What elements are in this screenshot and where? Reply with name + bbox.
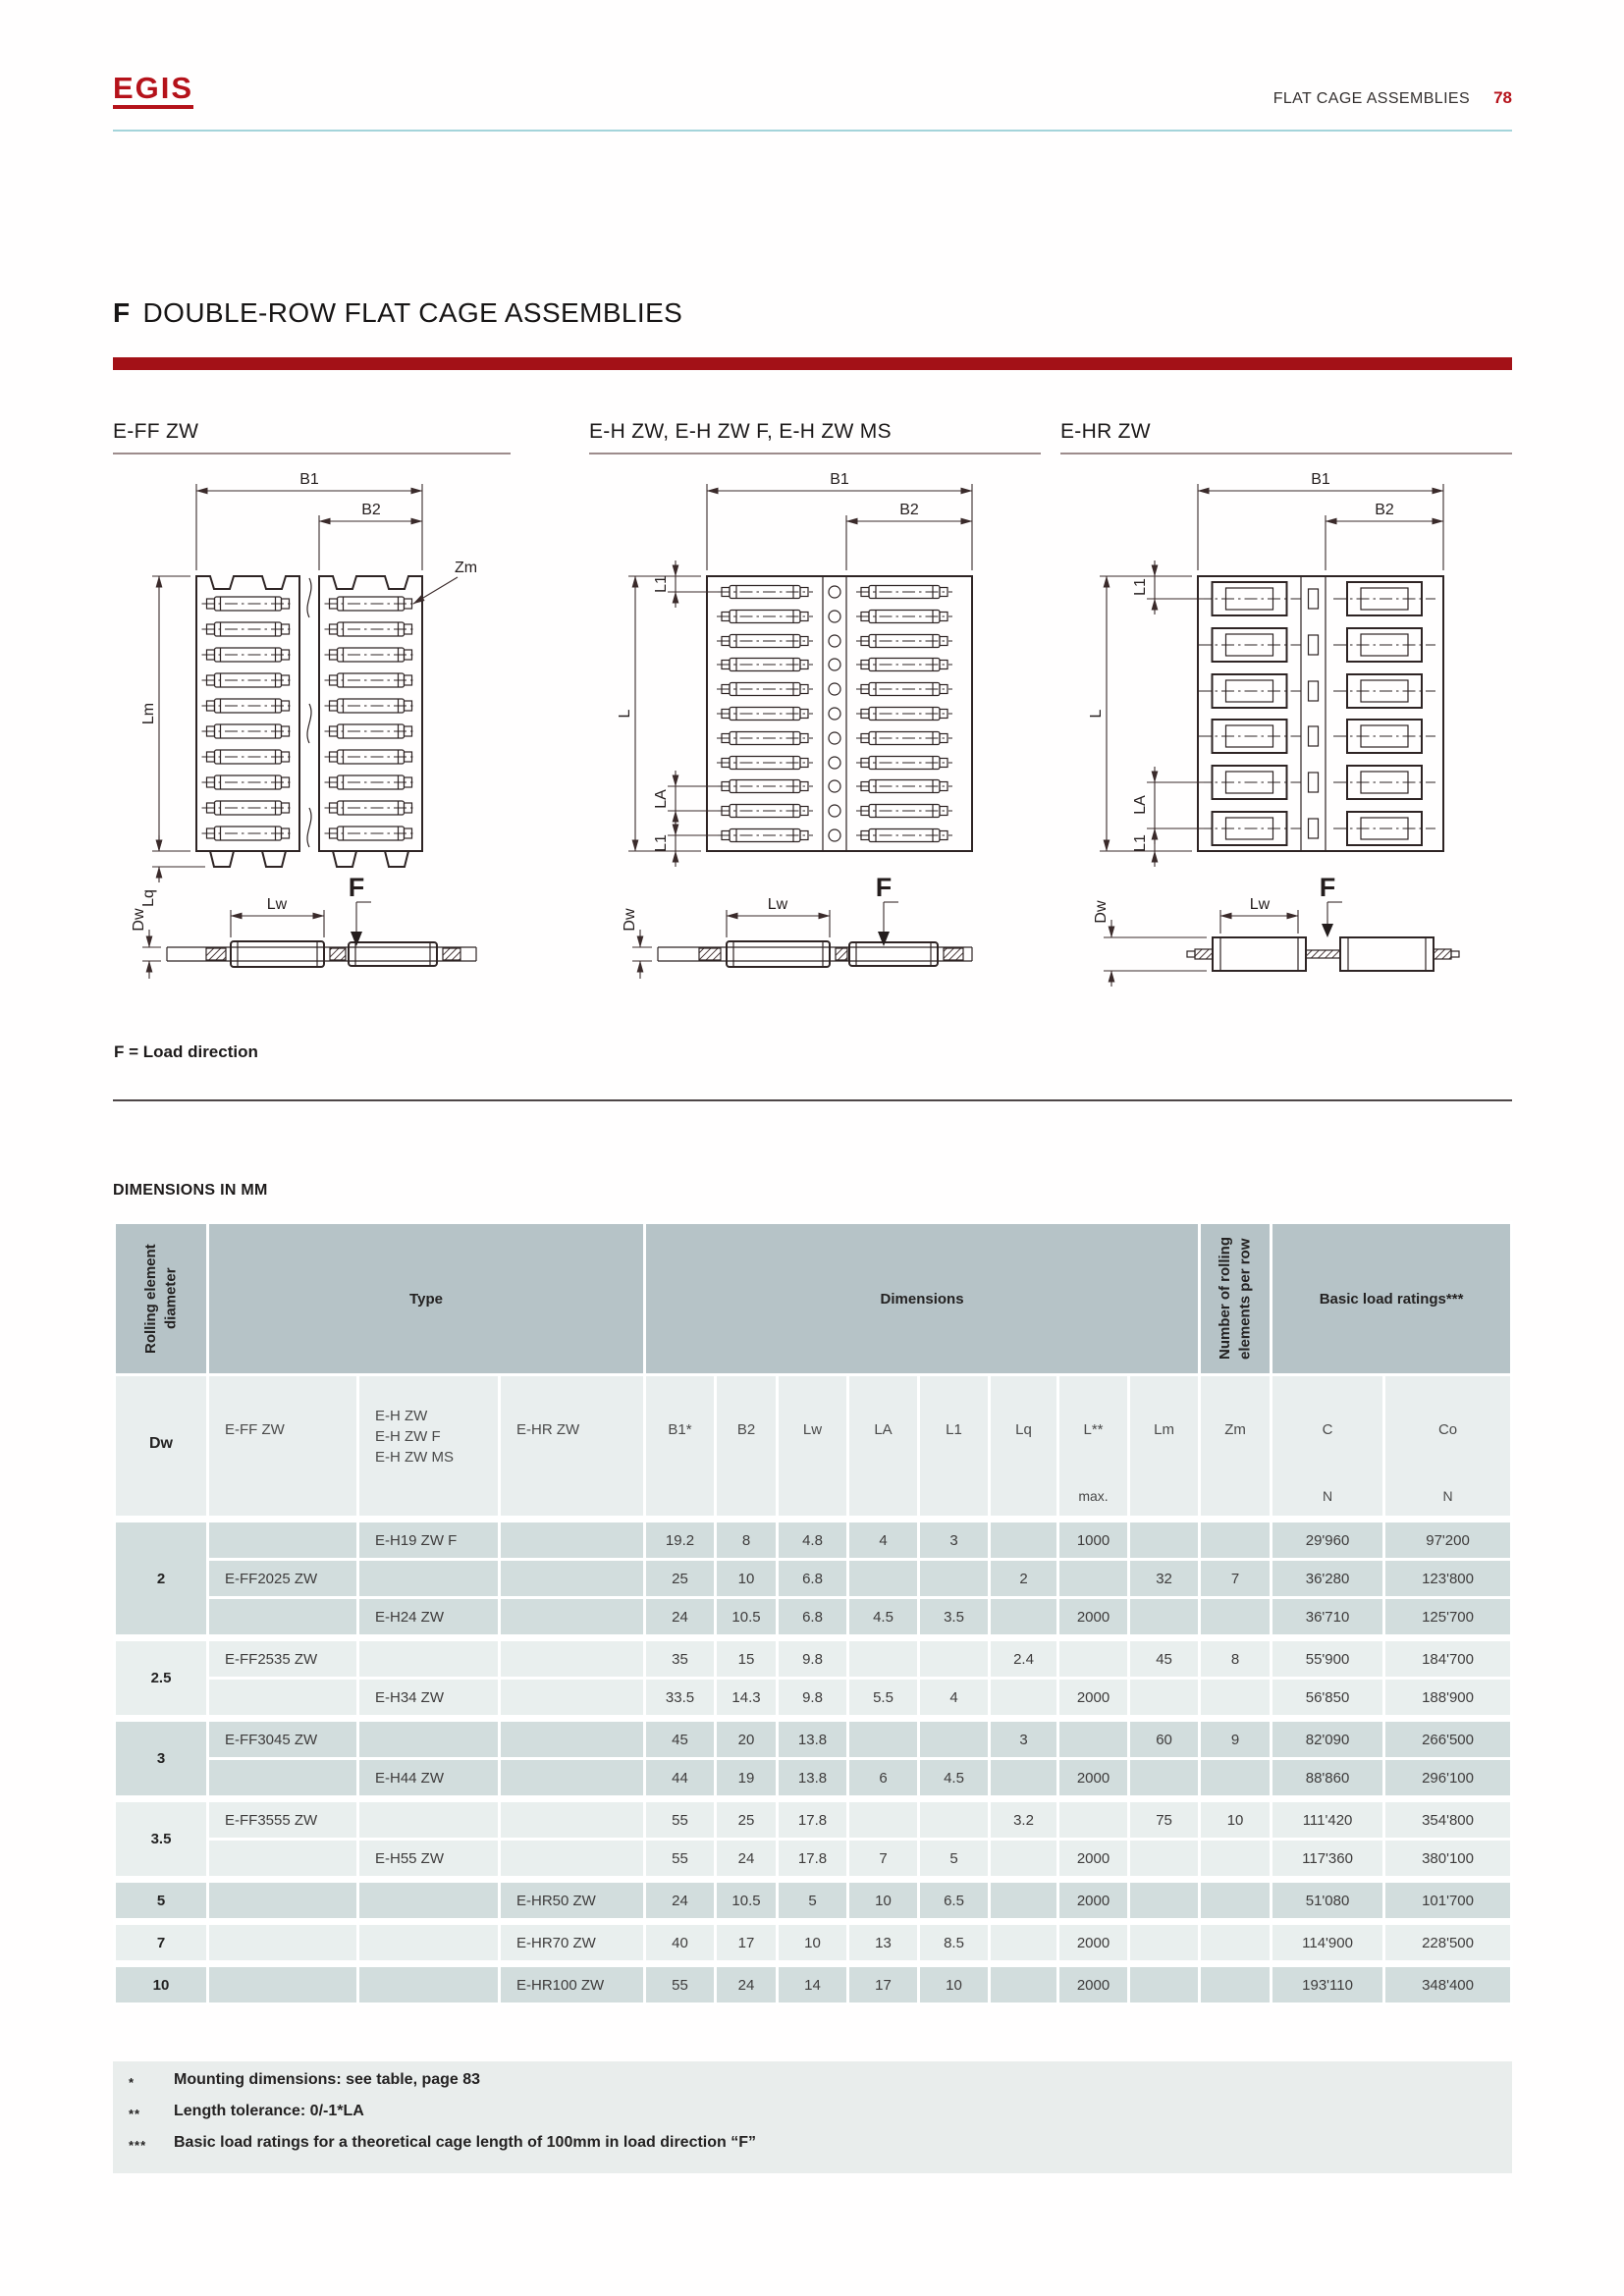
cell-zm [1200,1679,1272,1719]
cell-eh [358,1719,500,1759]
load-direction-note: F = Load direction [114,1042,258,1061]
cell-l1: 3 [919,1520,990,1560]
dim-label-lw: Lw [767,896,788,913]
col-l-max: L** max. [1058,1375,1129,1520]
dim-label-l1-bottom: L1 [1132,834,1149,852]
cell-c: 193'110 [1272,1964,1384,2004]
footnote [129,2071,1512,2103]
cell-eh [358,1964,500,2004]
table-group-header-row [115,1223,1512,1375]
cell-lm [1129,1922,1200,1964]
cell-c: 36'710 [1272,1598,1384,1638]
cell-l1: 10 [919,1964,990,2004]
header-type: Type [208,1223,645,1375]
cell-c: 88'860 [1272,1759,1384,1799]
cell-ehr [500,1799,645,1840]
dim-label-la: LA [653,789,670,809]
cell-lm [1129,1964,1200,2004]
cell-b2: 14.3 [716,1679,778,1719]
cell-dw: 10 [115,1964,208,2004]
table-column-header-row [115,1375,1512,1520]
cell-lw: 6.8 [778,1560,848,1598]
cell-co: 188'900 [1384,1679,1512,1719]
dim-label-b1: B1 [830,471,849,488]
cell-eh [358,1560,500,1598]
cell-co: 348'400 [1384,1964,1512,2004]
col-lw: Lw [778,1375,848,1520]
cell-b1: 55 [645,1964,716,2004]
cell-lm [1129,1759,1200,1799]
header-number-of-rolling-elements: Number of rolling elements per row [1200,1223,1272,1375]
cell-ehr [500,1638,645,1679]
table-row [115,1719,1512,1759]
col-dw: Dw [115,1375,208,1520]
cell-eh: E-H55 ZW [358,1840,500,1880]
header-dimensions: Dimensions [645,1223,1200,1375]
table-row [115,1922,1512,1964]
footnote [129,2103,1512,2134]
cell-ehr: E-HR70 ZW [500,1922,645,1964]
cell-dw: 2 [115,1520,208,1638]
cell-eh: E-H24 ZW [358,1598,500,1638]
cell-eff: E-FF2025 ZW [208,1560,358,1598]
cell-ehr [500,1679,645,1719]
cell-b1: 44 [645,1759,716,1799]
dim-label-b1: B1 [1311,471,1330,488]
table-row [115,1638,1512,1679]
header-basic-load-ratings: Basic load ratings*** [1272,1223,1512,1375]
page-header [1273,88,1512,108]
cell-lw: 13.8 [778,1719,848,1759]
page-number: 78 [1493,88,1512,107]
cell-eff [208,1759,358,1799]
cell-c: 117'360 [1272,1840,1384,1880]
load-direction-label: F [348,873,365,902]
dim-label-b2: B2 [361,502,381,518]
cell-lq [990,1922,1058,1964]
dim-label-lw: Lw [266,896,288,913]
cell-zm: 9 [1200,1719,1272,1759]
col-c: C N [1272,1375,1384,1520]
cell-co: 125'700 [1384,1598,1512,1638]
cell-l1: 4 [919,1679,990,1719]
cell-c: 82'090 [1272,1719,1384,1759]
cell-b2: 15 [716,1638,778,1679]
cell-co: 123'800 [1384,1560,1512,1598]
cell-la: 7 [848,1840,919,1880]
diagram-panel-ehr-zw [1060,420,1512,993]
table-row [115,1799,1512,1840]
cell-co: 296'100 [1384,1759,1512,1799]
cell-b2: 10 [716,1560,778,1598]
table-row [115,1880,1512,1922]
cell-ehr [500,1840,645,1880]
cell-c: 55'900 [1272,1638,1384,1679]
cell-lm [1129,1520,1200,1560]
cell-lmax [1058,1799,1129,1840]
cage-top-view [707,576,972,851]
cell-eff: E-FF3555 ZW [208,1799,358,1840]
cell-l1 [919,1719,990,1759]
cage-top-view [1198,576,1443,851]
footnote-text: Basic load ratings for a theoretical cage length of 100mm in load direction “F” [174,2134,757,2151]
cell-lw: 14 [778,1964,848,2004]
cell-b1: 33.5 [645,1679,716,1719]
cell-b2: 8 [716,1520,778,1560]
cell-la [848,1638,919,1679]
section-title: FLAT CAGE ASSEMBLIES [1272,90,1471,107]
cell-c: 56'850 [1272,1679,1384,1719]
cell-lmax: 2000 [1058,1679,1129,1719]
cell-eff [208,1840,358,1880]
dimension-annotations [140,471,477,907]
cell-c: 51'080 [1272,1880,1384,1922]
cell-lq [990,1598,1058,1638]
cell-lmax: 2000 [1058,1840,1129,1880]
cell-zm [1200,1520,1272,1560]
cell-lw: 17.8 [778,1840,848,1880]
cell-eff: E-FF3045 ZW [208,1719,358,1759]
table-row [115,1598,1512,1638]
cell-co: 380'100 [1384,1840,1512,1880]
cell-ehr [500,1520,645,1560]
cell-lq [990,1964,1058,2004]
cell-b1: 55 [645,1799,716,1840]
cell-lw: 6.8 [778,1598,848,1638]
cell-zm [1200,1759,1272,1799]
cell-lq [990,1880,1058,1922]
cell-eh: E-H44 ZW [358,1759,500,1799]
cell-eff [208,1880,358,1922]
cell-zm [1200,1922,1272,1964]
cell-lw: 13.8 [778,1759,848,1799]
dimensions-table [113,1221,1513,2005]
cell-lq [990,1679,1058,1719]
dim-label-l1-top: L1 [1132,578,1149,596]
diagram-title: E-FF ZW [113,420,511,454]
table-row [115,1759,1512,1799]
cell-co: 184'700 [1384,1638,1512,1679]
cell-la: 4 [848,1520,919,1560]
cell-l1: 5 [919,1840,990,1880]
cell-lm [1129,1840,1200,1880]
dim-label-b1: B1 [299,471,319,488]
cell-eh [358,1799,500,1840]
cell-lq: 2.4 [990,1638,1058,1679]
diagram-panel-eh-zw [589,420,1041,993]
dim-label-dw: Dw [131,908,147,932]
header-rule [113,130,1512,132]
cell-b1: 24 [645,1598,716,1638]
dim-label-dw: Dw [1093,900,1110,924]
dim-label-zm: Zm [455,560,478,576]
cell-l1 [919,1799,990,1840]
cell-lw: 4.8 [778,1520,848,1560]
cell-lmax: 2000 [1058,1964,1129,2004]
cell-c: 111'420 [1272,1799,1384,1840]
diagram-eh-zw [589,458,1041,993]
cell-la: 5.5 [848,1679,919,1719]
dim-label-l: L [617,709,633,719]
cell-l1: 4.5 [919,1759,990,1799]
cell-b1: 45 [645,1719,716,1759]
cell-la: 10 [848,1880,919,1922]
cell-lm: 32 [1129,1560,1200,1598]
cell-lmax: 2000 [1058,1922,1129,1964]
dim-label-lm: Lm [140,702,157,725]
cell-l1 [919,1560,990,1598]
cell-eff [208,1520,358,1560]
cell-b2: 10.5 [716,1880,778,1922]
cell-b1: 24 [645,1880,716,1922]
cell-dw: 5 [115,1880,208,1922]
cell-co: 228'500 [1384,1922,1512,1964]
col-eff-zw: E-FF ZW [208,1375,358,1520]
cell-eff: E-FF2535 ZW [208,1638,358,1679]
diagram-eff-zw [113,458,511,993]
cell-lq: 2 [990,1560,1058,1598]
cell-l1: 3.5 [919,1598,990,1638]
egis-logo: EGIS [113,73,193,109]
col-la: LA [848,1375,919,1520]
cell-la [848,1719,919,1759]
cell-ehr [500,1719,645,1759]
cell-lq: 3 [990,1719,1058,1759]
cell-ehr [500,1560,645,1598]
cell-lm: 75 [1129,1799,1200,1840]
cell-b1: 25 [645,1560,716,1598]
col-b2: B2 [716,1375,778,1520]
cell-zm [1200,1598,1272,1638]
footnote-text: Mounting dimensions: see table, page 83 [174,2071,481,2088]
cell-l1: 6.5 [919,1880,990,1922]
cell-lm [1129,1880,1200,1922]
cell-lm [1129,1598,1200,1638]
col-co: Co N [1384,1375,1512,1520]
cage-top-view [196,576,422,867]
cell-b2: 19 [716,1759,778,1799]
cell-co: 101'700 [1384,1880,1512,1922]
header-rolling-element-diameter: Rolling element diameter [115,1223,208,1375]
cage-side-view [622,873,972,979]
dim-label-b2: B2 [899,502,919,518]
cell-ehr: E-HR100 ZW [500,1964,645,2004]
cell-b1: 35 [645,1638,716,1679]
footnotes-box [113,2061,1512,2173]
cell-lq [990,1840,1058,1880]
cell-zm [1200,1840,1272,1880]
table-row [115,1679,1512,1719]
col-lm: Lm [1129,1375,1200,1520]
cell-lq [990,1759,1058,1799]
cell-b2: 20 [716,1719,778,1759]
col-ehr-zw: E-HR ZW [500,1375,645,1520]
cell-co: 97'200 [1384,1520,1512,1560]
dimension-annotations [617,471,972,867]
col-lq: Lq [990,1375,1058,1520]
cell-eff [208,1922,358,1964]
load-direction-label: F [875,873,893,902]
cell-c: 114'900 [1272,1922,1384,1964]
cell-eh [358,1922,500,1964]
cell-c: 29'960 [1272,1520,1384,1560]
table-row [115,1964,1512,2004]
cell-b2: 17 [716,1922,778,1964]
dim-label-lq: Lq [140,889,157,907]
dim-label-b2: B2 [1375,502,1394,518]
cell-la: 6 [848,1759,919,1799]
cell-eff [208,1598,358,1638]
cell-ehr: E-HR50 ZW [500,1880,645,1922]
table-row [115,1840,1512,1880]
diagram-panel-eff-zw [113,420,511,993]
cell-l1: 8.5 [919,1922,990,1964]
cell-lmax [1058,1560,1129,1598]
load-direction-label: F [1319,873,1336,902]
cell-lw: 10 [778,1922,848,1964]
cell-zm: 8 [1200,1638,1272,1679]
cell-dw: 2.5 [115,1638,208,1719]
diagram-title: E-H ZW, E-H ZW F, E-H ZW MS [589,420,1041,454]
footnote-marker: * [129,2075,135,2090]
cell-lq: 3.2 [990,1799,1058,1840]
cell-ehr [500,1759,645,1799]
dim-label-l1-top: L1 [653,575,670,593]
cell-eff [208,1964,358,2004]
cell-lmax [1058,1638,1129,1679]
accent-bar [113,357,1512,370]
title-text: DOUBLE-ROW FLAT CAGE ASSEMBLIES [142,297,683,328]
cell-co: 354'800 [1384,1799,1512,1840]
cage-side-view [131,873,476,979]
col-eh-zw: E-H ZW E-H ZW F E-H ZW MS [358,1375,500,1520]
cell-lw: 9.8 [778,1679,848,1719]
cell-lw: 5 [778,1880,848,1922]
footnote-marker: ** [129,2107,141,2121]
cell-lw: 17.8 [778,1799,848,1840]
table-body [115,1520,1512,2004]
col-zm: Zm [1200,1375,1272,1520]
cell-zm: 7 [1200,1560,1272,1598]
table-caption: DIMENSIONS IN MM [113,1182,268,1199]
cell-b2: 24 [716,1964,778,2004]
cell-lmax: 2000 [1058,1598,1129,1638]
cell-co: 266'500 [1384,1719,1512,1759]
cell-la [848,1560,919,1598]
cell-lm: 60 [1129,1719,1200,1759]
title-prefix: F [113,297,131,328]
cell-zm [1200,1964,1272,2004]
cell-lq [990,1520,1058,1560]
cell-lmax: 1000 [1058,1520,1129,1560]
dim-label-l: L [1088,709,1105,719]
table-row [115,1520,1512,1560]
cell-zm [1200,1880,1272,1922]
cell-dw: 3.5 [115,1799,208,1880]
cell-eh [358,1880,500,1922]
cell-dw: 7 [115,1922,208,1964]
cell-ehr [500,1598,645,1638]
diagram-ehr-zw [1060,458,1512,993]
cell-la [848,1799,919,1840]
footnote-marker: *** [129,2138,147,2153]
dim-label-dw: Dw [622,908,638,932]
dim-label-lw: Lw [1249,896,1271,913]
cell-lm: 45 [1129,1638,1200,1679]
cell-b1: 55 [645,1840,716,1880]
cell-eh: E-H19 ZW F [358,1520,500,1560]
dim-label-la: LA [1132,795,1149,815]
section-divider [113,1099,1512,1101]
cell-b2: 24 [716,1840,778,1880]
cell-l1 [919,1638,990,1679]
cell-lmax: 2000 [1058,1880,1129,1922]
diagram-title: E-HR ZW [1060,420,1512,454]
cell-b1: 40 [645,1922,716,1964]
cell-b1: 19.2 [645,1520,716,1560]
cell-b2: 25 [716,1799,778,1840]
cell-lm [1129,1679,1200,1719]
cell-lw: 9.8 [778,1638,848,1679]
cell-eff [208,1679,358,1719]
footnote-text: Length tolerance: 0/-1*LA [174,2103,364,2119]
dim-label-l1-bottom: L1 [653,834,670,852]
page-title [113,297,682,329]
cage-side-view [1093,873,1459,987]
cell-la: 13 [848,1922,919,1964]
table-row [115,1560,1512,1598]
footnote [129,2134,1512,2165]
col-l1: L1 [919,1375,990,1520]
cell-lmax: 2000 [1058,1759,1129,1799]
cell-zm: 10 [1200,1799,1272,1840]
cell-la: 17 [848,1964,919,2004]
dimension-annotations [1088,471,1443,867]
cell-eh [358,1638,500,1679]
cell-eh: E-H34 ZW [358,1679,500,1719]
cell-c: 36'280 [1272,1560,1384,1598]
cell-lmax [1058,1719,1129,1759]
cell-la: 4.5 [848,1598,919,1638]
cell-b2: 10.5 [716,1598,778,1638]
cell-dw: 3 [115,1719,208,1799]
col-b1: B1* [645,1375,716,1520]
